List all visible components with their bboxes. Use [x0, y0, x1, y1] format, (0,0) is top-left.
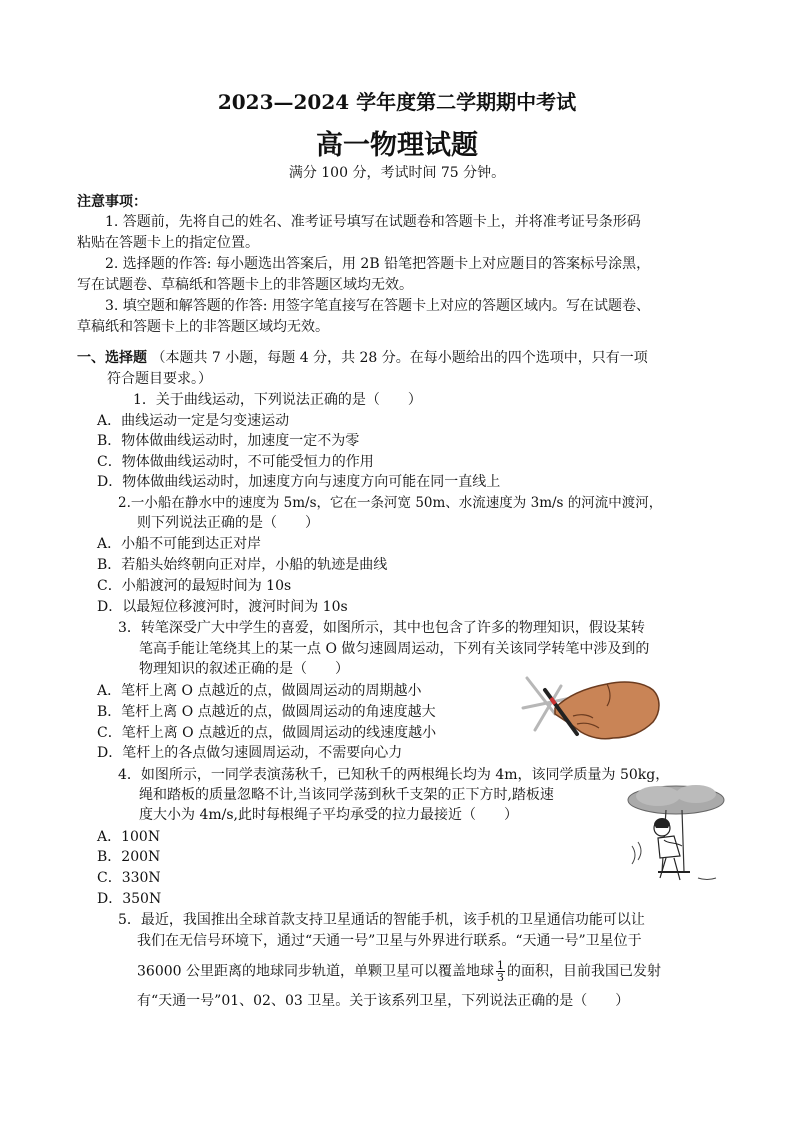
section-heading: 一、选择题	[77, 350, 147, 366]
q2-stem: 2.一小船在静水中的速度为 5m/s，它在一条河宽 50m、水流速度为 3m/s 的河流中渡河，	[118, 495, 663, 511]
q3-stem: 3．转笔深受广大中学生的喜爱，如图所示，其中也包含了许多的物理知识，假设某转	[118, 620, 645, 636]
score-time: 满分 100 分，考试时间 75 分钟。	[288, 165, 506, 181]
pen-spinning-hand-figure	[515, 668, 665, 748]
q1-stem: 1．关于曲线运动，下列说法正确的是（ ）	[133, 392, 422, 408]
notice-line: 写在试题卷、草稿纸和答题卡上的非答题区域均无效。	[77, 277, 413, 293]
q5-stem-cont: 有“天通一号”01、02、03 卫星。关于该系列卫星，下列说法正确的是（ ）	[137, 993, 630, 1009]
subject-title: 高一物理试题	[316, 130, 478, 161]
q5-stem-part: 的面积，目前我国已发射	[507, 963, 661, 980]
section-heading-line	[77, 349, 648, 367]
q1-option-b: B．物体做曲线运动时，加速度一定不为零	[97, 433, 360, 449]
notice-heading: 注意事项：	[77, 194, 147, 210]
q3-option-b: B．笔杆上离 O 点越近的点，做圆周运动的角速度越大	[97, 704, 436, 720]
q5-stem-part: 36000 公里距离的地球同步轨道，单颗卫星可以覆盖地球	[137, 963, 494, 980]
q3-option-c: C．笔杆上离 O 点越近的点，做圆周运动的线速度越小	[97, 725, 437, 741]
q2-stem-cont: 则下列说法正确的是（ ）	[137, 515, 319, 531]
q2-option-d: D．以最短位移渡河时，渡河时间为 10s	[97, 599, 348, 615]
fraction-denominator: 3	[497, 971, 504, 984]
notice-line: 1. 答题前，先将自己的姓名、准考证号填写在试题卷和答题卡上，并将准考证号条形码	[105, 214, 641, 230]
q1-option-d: D．物体做曲线运动时，加速度方向与速度方向可能在同一直线上	[97, 474, 501, 490]
fraction-numerator: 1	[497, 959, 504, 972]
q5-stem-cont: 我们在无信号环境下，通过“天通一号”卫星与外界进行联系。“天通一号”卫星位于	[137, 933, 642, 949]
q1-option-c: C．物体做曲线运动时，不可能受恒力的作用	[97, 454, 374, 470]
q4-option-b: B．200N	[97, 849, 161, 865]
q4-option-c: C．330N	[97, 870, 161, 886]
q3-stem-cont: 笔高手能让笔绕其上的某一点 O 做匀速圆周运动，下列有关该同学转笔中涉及到的	[139, 641, 650, 657]
q4-stem-cont: 绳和踏板的质量忽略不计,当该同学荡到秋千支架的正下方时,踏板速	[139, 787, 554, 803]
q1-option-a: A．曲线运动一定是匀变速运动	[97, 413, 290, 429]
swing-figure	[618, 782, 728, 892]
q2-option-a: A．小船不可能到达正对岸	[97, 536, 262, 552]
q5-stem: 5．最近，我国推出全球首款支持卫星通话的智能手机，该手机的卫星通信功能可以让	[118, 912, 645, 928]
section-desc-cont: 符合题目要求。）	[107, 371, 212, 387]
notice-line: 草稿纸和答题卡上的非答题区域均无效。	[77, 319, 329, 335]
fraction	[496, 960, 505, 983]
q2-option-c: C．小船渡河的最短时间为 10s	[97, 578, 292, 594]
q3-stem-cont: 物理知识的叙述正确的是（ ）	[139, 661, 349, 677]
q3-option-d: D．笔杆上的各点做匀速圆周运动，不需要向心力	[97, 745, 403, 761]
notice-line: 2. 选择题的作答: 每小题选出答案后，用 2B 铅笔把答题卡上对应题目的答案标号涂黑，	[105, 256, 651, 272]
q4-option-a: A．100N	[97, 829, 161, 845]
q4-option-d: D．350N	[97, 891, 162, 907]
section-desc: （本题共 7 小题，每题 4 分，共 28 分。在每小题给出的四个选项中，只有一项	[151, 350, 648, 366]
q4-stem-cont: 度大小为 4m/s,此时每根绳子平均承受的拉力最接近（ ）	[139, 807, 518, 823]
q3-option-a: A．笔杆上离 O 点越近的点，做圆周运动的周期越小	[97, 683, 422, 699]
q2-option-b: B．若船头始终朝向正对岸，小船的轨迹是曲线	[97, 557, 388, 573]
notice-line: 3. 填空题和解答题的作答: 用签字笔直接写在答题卡上对应的答题区域内。写在试题卷、	[105, 298, 650, 314]
q5-stem-cont-with-fraction	[137, 960, 661, 983]
exam-title: 2023—2024 学年度第二学期期中考试	[217, 90, 577, 114]
notice-line: 粘贴在答题卡上的指定位置。	[77, 235, 259, 251]
q4-stem: 4．如图所示，一同学表演荡秋千，已知秋千的两根绳长均为 4m，该同学质量为 50kg，	[118, 767, 670, 783]
